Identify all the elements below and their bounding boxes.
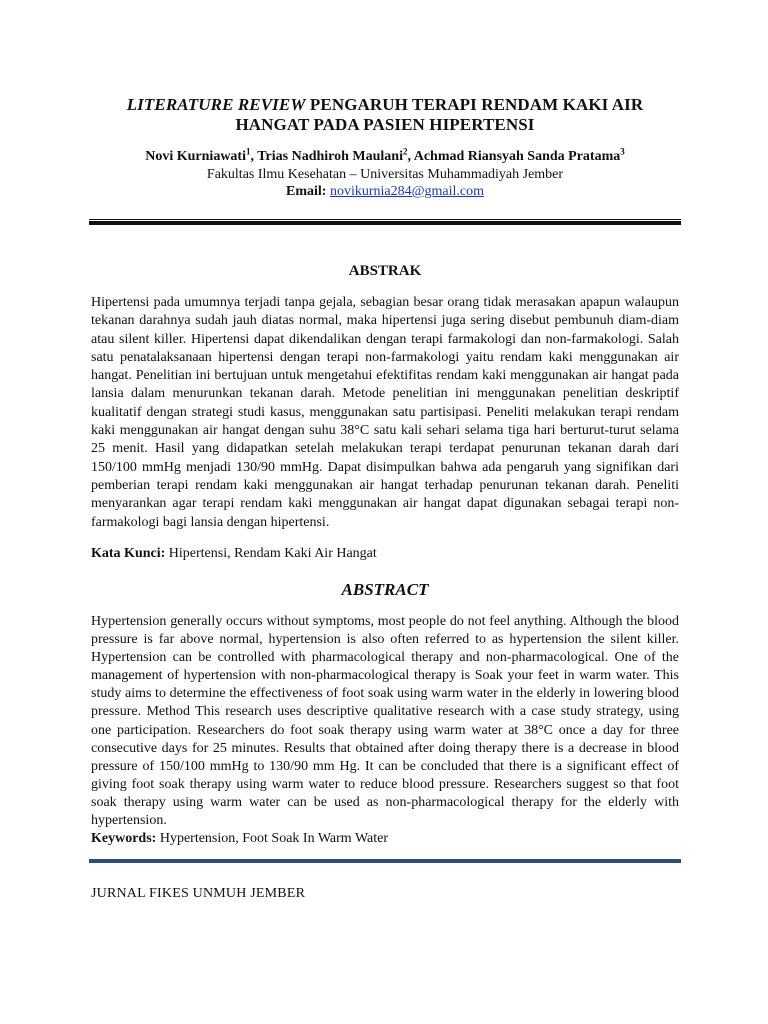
footer-rule xyxy=(89,859,681,863)
abstrak-keywords-value: Hipertensi, Rendam Kaki Air Hangat xyxy=(168,546,377,561)
header-rule-thin xyxy=(89,219,681,220)
email-line xyxy=(91,183,679,200)
abstract-keywords xyxy=(91,830,679,848)
paper-page xyxy=(91,0,679,1024)
author-affiliation-mark: 1 xyxy=(245,146,251,157)
author-name: Achmad Riansyah Sanda Pratama xyxy=(413,149,621,164)
author-separator: , xyxy=(250,149,258,164)
abstrak-keywords xyxy=(91,545,679,563)
title-line2: HANGAT PADA PASIEN HIPERTENSI xyxy=(235,115,535,134)
paper-title xyxy=(91,95,679,135)
author-name: Novi Kurniawati xyxy=(145,149,246,164)
abstrak-heading: ABSTRAK xyxy=(348,263,422,279)
title-italic-part: LITERATURE REVIEW xyxy=(126,95,306,114)
abstract-keywords-label: Keywords: xyxy=(91,831,157,846)
journal-footer: JURNAL FIKES UNMUH JEMBER xyxy=(91,886,306,901)
abstrak-keywords-label: Kata Kunci: xyxy=(91,546,166,561)
email-link[interactable]: novikurnia284@gmail.com xyxy=(329,184,484,199)
abstract-body: Hypertension generally occurs without symptoms, most people do not feel anything. Although the blood pressure is far above normal, hypertension is also often referred to as hypertension the silent killer. Hypertension can be controlled with pharmacological therapy and non-pharmacological. One of the management of hypertension with non-pharmacological therapy is Soak your feet in warm water. This study aims to determine the effectiveness of foot soak using warm water in the elderly in lowering blood pressure. Method This research uses descriptive qualitative research with a case study strategy, using one participation. Researchers do foot soak therapy using warm water at 38°C once a day for three consecutive days for 25 minutes. Results that obtained after doing therapy there is a decrease in blood pressure of 150/100 mmHg to 130/90 mm Hg. It can be concluded that there is a significant effect of giving foot soak therapy using warm water to reduce blood pressure. Researchers suggest so that foot soak therapy using warm water can be used as non-pharmacological therapy for the elderly with hypertension. xyxy=(91,614,679,829)
abstract-heading: ABSTRACT xyxy=(341,580,429,599)
affiliation: Fakultas Ilmu Kesehatan – Universitas Muhammadiyah Jember xyxy=(206,167,564,182)
author-affiliation-mark: 2 xyxy=(402,146,408,157)
abstract-keywords-value: Hypertension, Foot Soak In Warm Water xyxy=(159,831,389,846)
header-rule-thick xyxy=(89,221,681,225)
author-affiliation-mark: 3 xyxy=(620,146,625,157)
author-list xyxy=(91,148,679,165)
author-separator: , xyxy=(407,149,414,164)
title-line1-rest: PENGARUH TERAPI RENDAM KAKI AIR xyxy=(309,95,644,114)
email-label: Email: xyxy=(286,184,327,199)
author-name: Trias Nadhiroh Maulani xyxy=(257,149,403,164)
abstrak-body: Hipertensi pada umumnya terjadi tanpa gejala, sebagian besar orang tidak merasakan apapun walaupun tekanan darahnya sudah jauh diatas normal, maka hipertensi juga sering disebut pembunuh diam-diam atau silent killer. Hipertensi dapat dikendalikan dengan terapi farmakologi dan non-farmakologi. Salah satu penatalaksanaan hipertensi dengan terapi non-farmakologi yaitu rendam kaki menggunakan air hangat. Penelitian ini bertujuan untuk mengetahui efektifitas rendam kaki menggunakan air hangat pada lansia dalam menurunkan tekanan darah. Metode penelitian ini menggunakan penelitian deskriptif kualitatif dengan strategi studi kasus, menggunakan satu partisipasi. Peneliti melakukan terapi rendam kaki menggunakan air hangat dengan suhu 38°C satu kali sehari selama tiga hari berturut-turut selama 25 menit. Hasil yang didapatkan setelah melakukan terapi terdapat penurunan tekanan darah dari 150/100 mmHg menjadi 130/90 mmHg. Dapat disimpulkan bahwa ada pengaruh yang signifikan dari pemberian terapi rendam kaki menggunakan air hangat terhadap penurunan tekanan darah. Peneliti menyarankan agar terapi rendam kaki menggunakan air hangat dapat digunakan sebagai terapi non-farmakologi bagi lansia dengan hipertensi. xyxy=(91,295,679,530)
